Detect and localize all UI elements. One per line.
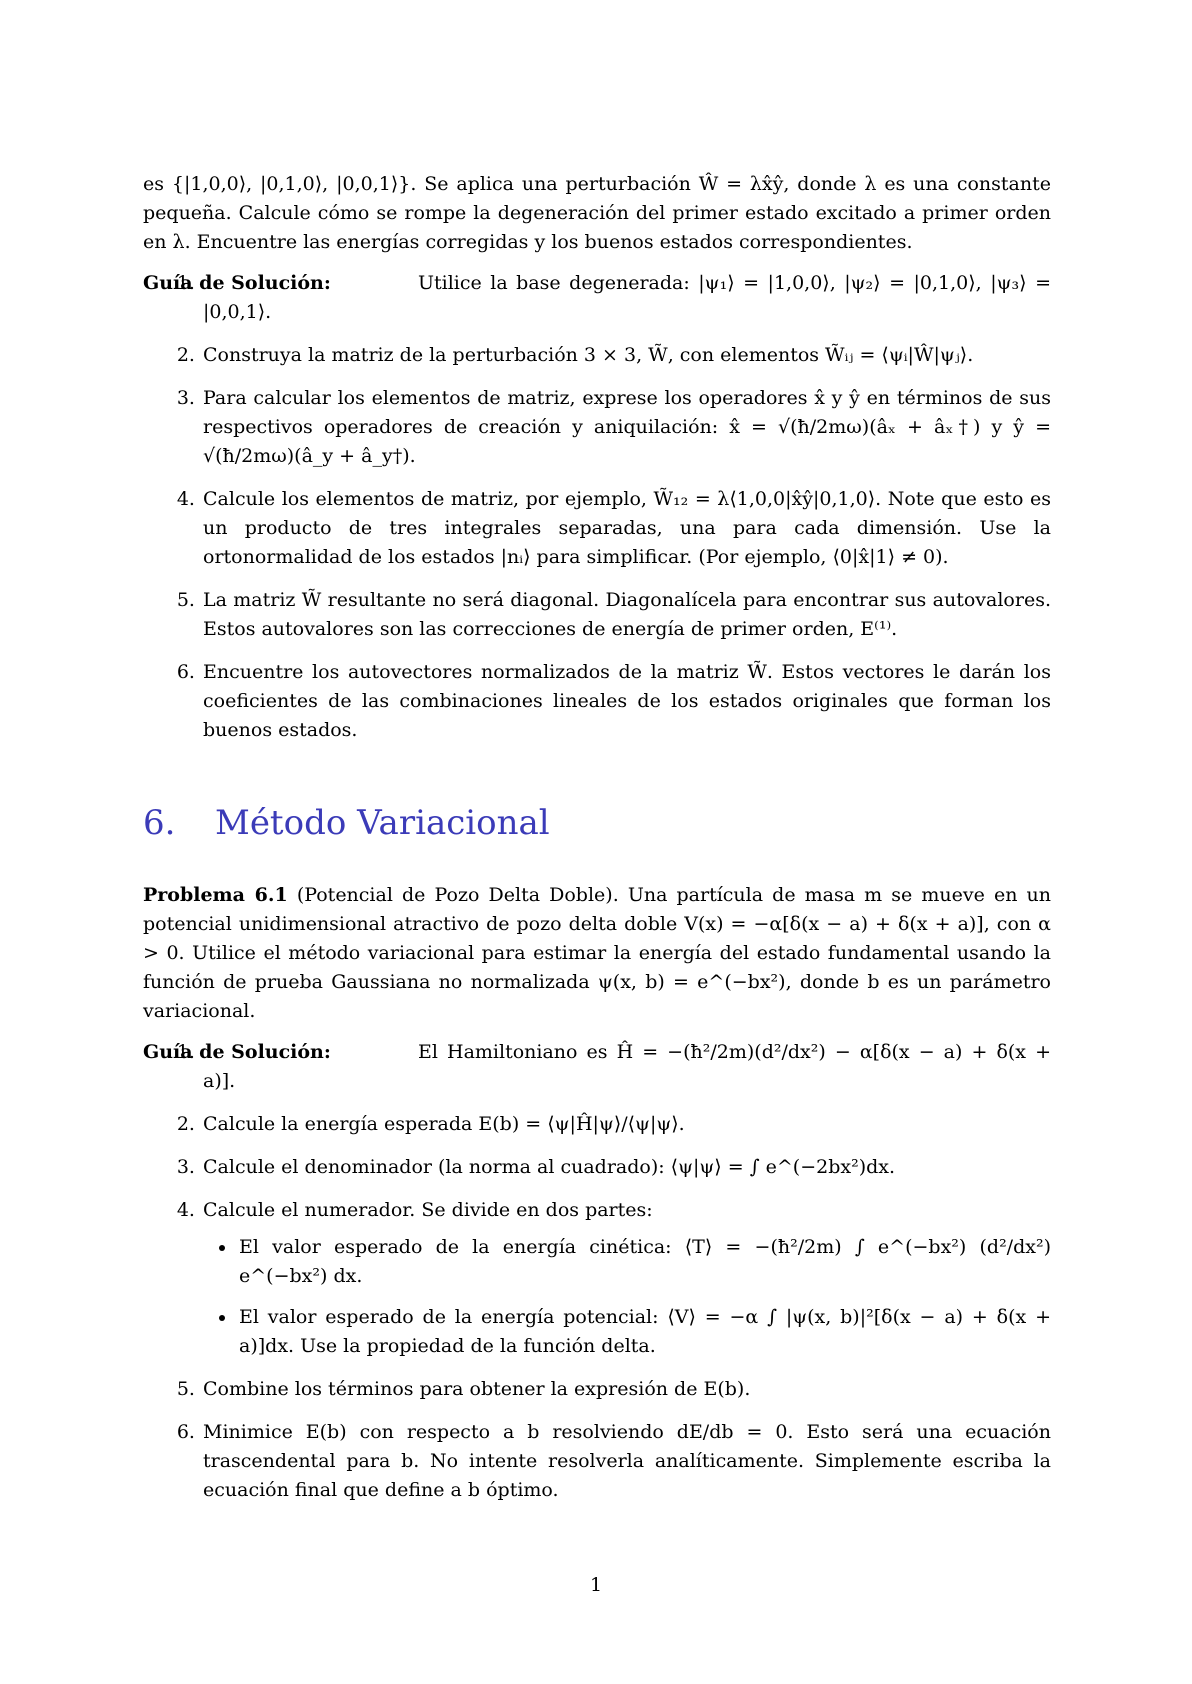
problem-label: Problema 6.1 — [143, 884, 288, 906]
step-item: 1. Utilice la base degenerada: |ψ₁⟩ = |1,0,0⟩, |ψ₂⟩ = |0,1,0⟩, |ψ₃⟩ = |0,0,1⟩. — [201, 269, 1051, 327]
step-text: Calcule el numerador. Se divide en dos partes: — [203, 1199, 653, 1221]
problem-paragraph — [143, 881, 1051, 1026]
solution-guide-2 — [143, 1038, 1051, 1505]
problem-text: (Potencial de Pozo Delta Doble). Una partícula de masa m se mueve en un potencial unidimensional atractivo de pozo delta doble V(x) = −α[δ(x − a) + δ(x + a)], con α > 0. Utilice el método variacional para estimar la energía del estado fundamental usando la función de prueba Gaussiana no normalizada ψ(x, b) = e^(−bx²), donde b es un parámetro variacional. — [143, 884, 1051, 1022]
step-item: 2. Construya la matriz de la perturbación 3 × 3, W̃, con elementos W̃ᵢⱼ = ⟨ψᵢ|Ŵ|ψⱼ⟩. — [201, 341, 1051, 370]
hint-label: Guía de Solución: — [143, 1041, 331, 1063]
step-item: 5. La matriz W̃ resultante no será diagonal. Diagonalícela para encontrar sus autovalores. Estos autovalores son las correcciones de energía de primer orden, E⁽¹⁾. — [201, 586, 1051, 644]
step-item: 2. Calcule la energía esperada E(b) = ⟨ψ|Ĥ|ψ⟩/⟨ψ|ψ⟩. — [201, 1110, 1051, 1139]
page-number: 1 — [589, 1574, 603, 1596]
section-heading — [143, 803, 1051, 843]
step-item: 3. Para calcular los elementos de matriz, exprese los operadores x̂ y ŷ en términos de sus respectivos operadores de creación y aniquilación: x̂ = √(ħ/2mω)(âₓ + âₓ†) y ŷ = √(ħ/2mω)(â_y + â_y†). — [201, 384, 1051, 471]
step-item: 4. Calcule los elementos de matriz, por ejemplo, W̃₁₂ = λ⟨1,0,0|x̂ŷ|0,1,0⟩. Note que esto es un producto de tres integrales separadas, una para cada dimensión. Use la ortonormalidad de los estados |nᵢ⟩ para simplificar. (Por ejemplo, ⟨0|x̂|1⟩ ≠ 0). — [201, 485, 1051, 572]
step-item — [201, 1196, 1051, 1361]
substep-item: • El valor esperado de la energía potencial: ⟨V⟩ = −α ∫ |ψ(x, b)|²[δ(x − a) + δ(x + a)]dx. Use la propiedad de la función delta. — [237, 1303, 1051, 1361]
page-content — [143, 170, 1051, 1519]
step-item: 1. El Hamiltoniano es Ĥ = −(ħ²/2m)(d²/dx²) − α[δ(x − a) + δ(x + a)]. — [201, 1038, 1051, 1096]
step-item: 6. Minimice E(b) con respecto a b resolviendo dE/db = 0. Esto será una ecuación trascendental para b. No intente resolverla analíticamente. Simplemente escriba la ecuación final que define a b óptimo. — [201, 1418, 1051, 1505]
substep-item: • El valor esperado de la energía cinética: ⟨T⟩ = −(ħ²/2m) ∫ e^(−bx²) (d²/dx²) e^(−bx²) dx. — [237, 1233, 1051, 1291]
solution-guide-1 — [143, 269, 1051, 745]
section-number: 6. — [143, 803, 176, 843]
substeps-list — [203, 1233, 1051, 1361]
hint-label: Guía de Solución: — [143, 272, 331, 294]
step-item: 5. Combine los términos para obtener la expresión de E(b). — [201, 1375, 1051, 1404]
step-item: 6. Encuentre los autovectores normalizados de la matriz W̃. Estos vectores le darán los coeficientes de las combinaciones lineales de los estados originales que forman los buenos estados. — [201, 658, 1051, 745]
step-item: 3. Calcule el denominador (la norma al cuadrado): ⟨ψ|ψ⟩ = ∫ e^(−2bx²)dx. — [201, 1153, 1051, 1182]
section-title: Método Variacional — [215, 803, 550, 843]
solution-steps-2 — [143, 1038, 1051, 1505]
intro-paragraph: es {|1,0,0⟩, |0,1,0⟩, |0,0,1⟩}. Se aplica una perturbación Ŵ = λx̂ŷ, donde λ es una constante pequeña. Calcule cómo se rompe la degeneración del primer estado excitado a primer orden en λ. Encuentre las energías corregidas y los buenos estados correspondientes. — [143, 173, 1051, 253]
solution-steps-1 — [143, 269, 1051, 745]
